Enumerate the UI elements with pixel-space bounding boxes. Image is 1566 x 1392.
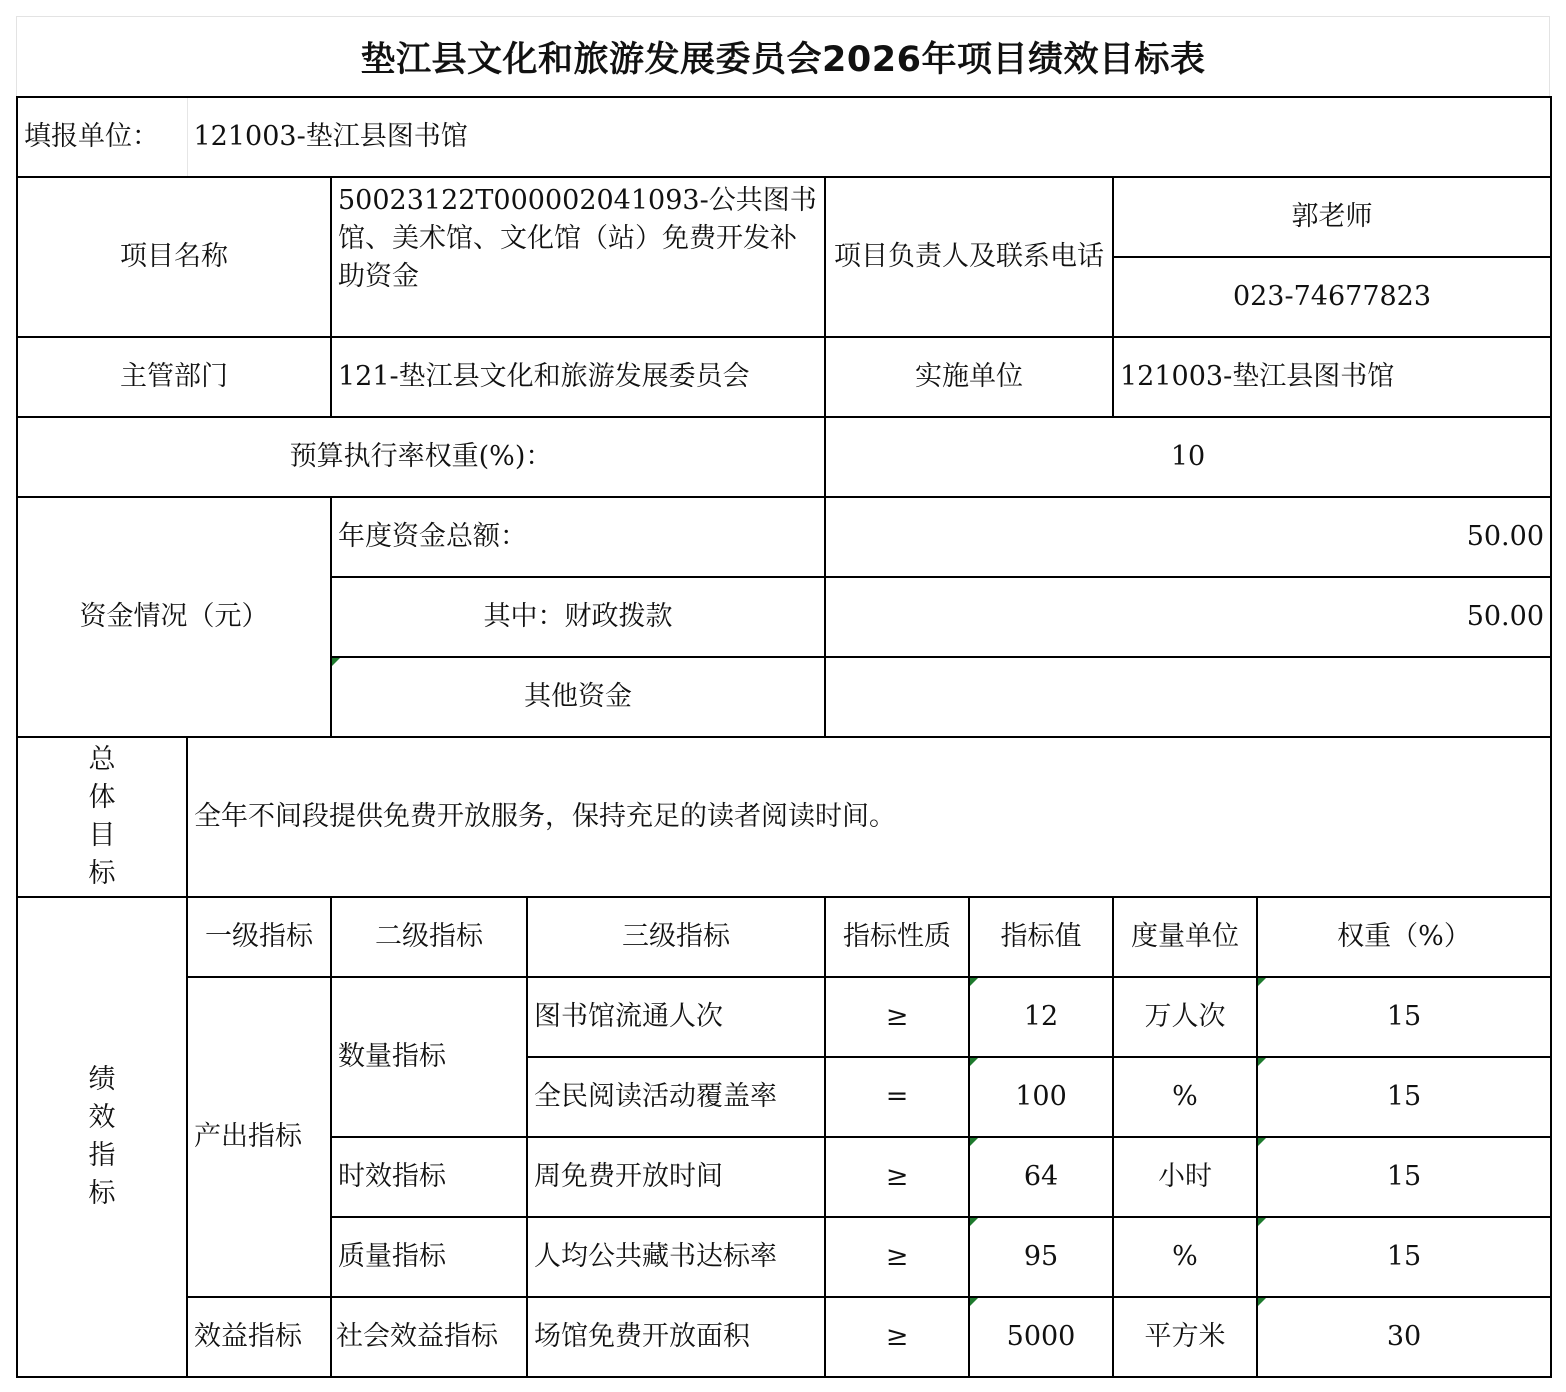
indicator-unit[interactable]: 平方米 <box>1113 1297 1257 1377</box>
indicator-value[interactable]: 64 <box>969 1137 1113 1217</box>
indicator-weight[interactable]: 15 <box>1257 1137 1551 1217</box>
indicator-unit[interactable]: % <box>1113 1217 1257 1297</box>
indicator-header-row <box>17 897 1551 977</box>
indicator-name[interactable]: 全民阅读活动覆盖率 <box>527 1057 825 1137</box>
fill-unit-value[interactable]: 121003-垫江县图书馆 <box>187 97 1551 177</box>
level2-quantity: 数量指标 <box>331 977 527 1137</box>
funds-fiscal-value[interactable]: 50.00 <box>825 577 1551 657</box>
funds-other-value[interactable] <box>825 657 1551 737</box>
indicators-label-cell <box>17 897 187 1377</box>
department-value[interactable]: 121-垫江县文化和旅游发展委员会 <box>331 337 825 417</box>
indicator-unit[interactable]: 万人次 <box>1113 977 1257 1057</box>
table-row <box>17 1297 1551 1377</box>
overall-goal-label-cell <box>17 737 187 897</box>
department-label: 主管部门 <box>17 337 331 417</box>
impl-unit-value[interactable]: 121003-垫江县图书馆 <box>1113 337 1551 417</box>
project-name-value[interactable]: 50023122T000002041093-公共图书馆、美术馆、文化馆（站）免费开发补助资金 <box>331 177 825 337</box>
budget-rate-row <box>17 417 1551 497</box>
header-nature: 指标性质 <box>825 897 969 977</box>
contact-name[interactable]: 郭老师 <box>1113 177 1551 257</box>
header-unit: 度量单位 <box>1113 897 1257 977</box>
header-level3: 三级指标 <box>527 897 825 977</box>
indicator-weight[interactable]: 15 <box>1257 977 1551 1057</box>
overall-goal-row <box>17 737 1551 897</box>
project-name-label: 项目名称 <box>17 177 331 337</box>
header-weight: 权重（%） <box>1257 897 1551 977</box>
indicators-section-label: 绩效指标 <box>88 1064 116 1209</box>
indicator-operator[interactable]: = <box>825 1057 969 1137</box>
impl-unit-label: 实施单位 <box>825 337 1113 417</box>
fill-unit-row <box>17 97 1551 177</box>
table-row <box>17 977 1551 1057</box>
budget-rate-label: 预算执行率权重(%)： <box>17 417 825 497</box>
indicator-name[interactable]: 场馆免费开放面积 <box>527 1297 825 1377</box>
funds-total-label: 年度资金总额： <box>331 497 825 577</box>
fill-unit-label: 填报单位： <box>17 97 187 177</box>
overall-goal-label: 总体目标 <box>88 744 116 889</box>
indicator-operator[interactable]: ≥ <box>825 1217 969 1297</box>
contact-label: 项目负责人及联系电话 <box>825 177 1113 337</box>
overall-goal-text[interactable]: 全年不间段提供免费开放服务，保持充足的读者阅读时间。 <box>187 737 1551 897</box>
indicator-name[interactable]: 图书馆流通人次 <box>527 977 825 1057</box>
level2-social-benefit: 社会效益指标 <box>331 1297 527 1377</box>
level2-timeliness: 时效指标 <box>331 1137 527 1217</box>
indicator-name[interactable]: 人均公共藏书达标率 <box>527 1217 825 1297</box>
funds-total-row <box>17 497 1551 577</box>
contact-phone[interactable]: 023-74677823 <box>1113 257 1551 337</box>
indicator-value[interactable]: 5000 <box>969 1297 1113 1377</box>
indicator-operator[interactable]: ≥ <box>825 1137 969 1217</box>
performance-target-table <box>16 96 1552 1378</box>
indicator-weight[interactable]: 30 <box>1257 1297 1551 1377</box>
funds-label: 资金情况（元） <box>17 497 331 737</box>
indicator-name[interactable]: 周免费开放时间 <box>527 1137 825 1217</box>
header-level1: 一级指标 <box>187 897 331 977</box>
indicator-operator[interactable]: ≥ <box>825 977 969 1057</box>
department-row <box>17 337 1551 417</box>
indicator-operator[interactable]: ≥ <box>825 1297 969 1377</box>
indicator-weight[interactable]: 15 <box>1257 1217 1551 1297</box>
page-title: 垫江县文化和旅游发展委员会2026年项目绩效目标表 <box>16 16 1550 96</box>
funds-total-value[interactable]: 50.00 <box>825 497 1551 577</box>
indicator-weight[interactable]: 15 <box>1257 1057 1551 1137</box>
indicator-value[interactable]: 100 <box>969 1057 1113 1137</box>
funds-fiscal-label: 其中：财政拨款 <box>331 577 825 657</box>
level1-output: 产出指标 <box>187 977 331 1297</box>
funds-other-label: 其他资金 <box>331 657 825 737</box>
indicator-value[interactable]: 12 <box>969 977 1113 1057</box>
budget-rate-value[interactable]: 10 <box>825 417 1551 497</box>
header-level2: 二级指标 <box>331 897 527 977</box>
indicator-unit[interactable]: 小时 <box>1113 1137 1257 1217</box>
level2-quality: 质量指标 <box>331 1217 527 1297</box>
level1-benefit: 效益指标 <box>187 1297 331 1377</box>
header-value: 指标值 <box>969 897 1113 977</box>
project-row-1 <box>17 177 1551 257</box>
indicator-value[interactable]: 95 <box>969 1217 1113 1297</box>
indicator-unit[interactable]: % <box>1113 1057 1257 1137</box>
